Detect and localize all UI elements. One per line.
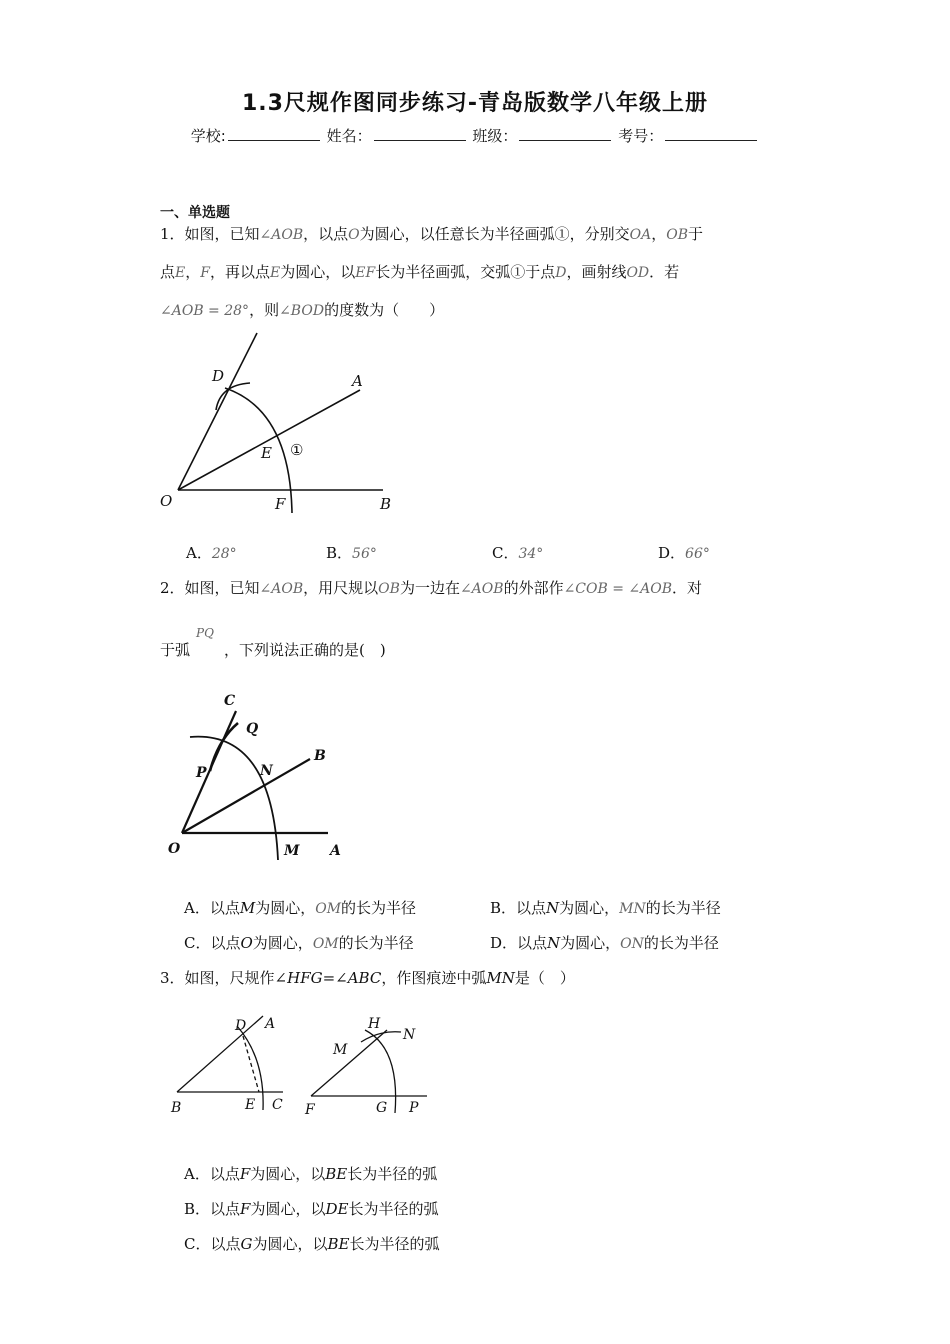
label-m: M (284, 843, 300, 859)
option-text: 的长为半径 (341, 899, 417, 917)
q1-math: ∠AOB (259, 227, 304, 243)
q2-text: 2．如图，已知 (160, 579, 260, 597)
option-seg: BE (325, 1165, 348, 1183)
q2-math: ∠COB = ∠AOB (563, 581, 673, 597)
label-n: N (260, 763, 273, 779)
option-label: A．以点 (184, 1165, 240, 1183)
option-label: D．以点 (490, 934, 548, 952)
label-g: G (376, 1100, 388, 1116)
q3-option-b[interactable] (184, 1198, 438, 1219)
option-label: C．以点 (184, 934, 241, 952)
q1-line-2 (160, 262, 679, 283)
q2-math: OB (378, 581, 400, 597)
q1-math: OD (626, 265, 650, 281)
q2-option-d[interactable] (490, 932, 719, 953)
option-text: 为圆心，以 (250, 1200, 326, 1218)
option-seg: BE (327, 1235, 350, 1253)
q2-arc-label: PQ (196, 626, 214, 640)
q1-text: ，再以点 (209, 263, 270, 281)
option-point: F (240, 1200, 251, 1218)
q1-math: D (555, 265, 567, 281)
exam-no-blank (665, 126, 757, 141)
q1-line-1 (160, 224, 703, 245)
q1-math: F (200, 265, 210, 281)
label-arc-1: ① (290, 441, 304, 459)
option-point: O (240, 934, 253, 952)
option-value: 28° (211, 546, 237, 562)
option-label: B． (326, 544, 353, 562)
option-text: 为圆心，以 (252, 1235, 328, 1253)
option-point: G (240, 1235, 253, 1253)
q2-math: ∠AOB (459, 581, 504, 597)
q1-text: 的度数为（ ） (324, 301, 445, 319)
school-blank (228, 126, 320, 141)
exam-no-label: 考号： (618, 127, 664, 145)
q1-option-d[interactable] (658, 542, 710, 563)
q1-text: 为圆心，以任意长为半径画弧①，分别交 (359, 225, 630, 243)
option-label: B．以点 (184, 1200, 241, 1218)
label-a: A (352, 372, 363, 390)
q2-line-2 (160, 640, 386, 660)
q3-line-1 (160, 968, 575, 988)
q1-text: 长为半径画弧，交弧①于点 (375, 263, 556, 281)
option-text: 为圆心，以 (250, 1165, 326, 1183)
q1-figure (150, 325, 410, 525)
ray-oa (178, 390, 360, 490)
q1-math: OB (666, 227, 689, 243)
label-d: D (235, 1018, 247, 1034)
q1-text: ， (651, 225, 667, 243)
q1-option-b[interactable] (326, 542, 377, 563)
option-seg: OM (312, 936, 339, 952)
section-title: 一、单选题 (160, 205, 230, 221)
student-info-line (0, 125, 950, 146)
label-o: O (168, 841, 181, 857)
label-m: M (333, 1042, 348, 1058)
label-a: A (265, 1016, 276, 1032)
q1-text: ，画射线 (566, 263, 627, 281)
option-label: C．以点 (184, 1235, 241, 1253)
class-blank (519, 126, 611, 141)
school-label: 学校: (190, 127, 226, 145)
option-text: 长为半径的弧 (348, 1200, 439, 1218)
option-text: 的长为半径 (338, 934, 414, 952)
q1-math: EF (355, 265, 376, 281)
option-seg: MN (619, 901, 646, 917)
option-text: 长为半径的弧 (347, 1165, 438, 1183)
label-d: D (212, 367, 225, 385)
option-text: 长为半径的弧 (349, 1235, 440, 1253)
ray-od (178, 333, 257, 490)
option-text: 的长为半径 (645, 899, 721, 917)
q1-text: ，则 (249, 301, 280, 319)
q1-math: E (270, 265, 281, 281)
option-label: B．以点 (490, 899, 547, 917)
q2-option-a[interactable] (184, 897, 416, 918)
name-blank (374, 126, 466, 141)
option-value: 66° (685, 546, 710, 562)
option-text: 为圆心， (560, 934, 621, 952)
option-label: A． (186, 544, 212, 562)
q3-text: 是（ ） (514, 969, 575, 987)
label-c: C (272, 1097, 283, 1113)
q1-text: 为圆心，以 (280, 263, 356, 281)
option-text: 为圆心， (255, 899, 316, 917)
label-f: F (305, 1102, 315, 1118)
q3-math: ∠HFG=∠ABC (274, 969, 382, 987)
label-c: C (224, 693, 236, 709)
q3-option-c[interactable] (184, 1233, 439, 1254)
q2-line-1 (160, 578, 702, 599)
option-seg: DE (325, 1200, 349, 1218)
q1-text: ．若 (649, 263, 680, 281)
arc-mn (361, 1032, 401, 1042)
option-label: D． (658, 544, 686, 562)
label-b: B (171, 1100, 182, 1116)
page-title: 1.3尺规作图同步练习-青岛版数学八年级上册 (241, 91, 709, 116)
label-f: F (275, 495, 286, 513)
option-value: 56° (352, 546, 377, 562)
q3-text: ，作图痕迹中弧 (381, 969, 487, 987)
label-p: P (409, 1100, 419, 1116)
option-seg: ON (620, 936, 644, 952)
q2-option-c[interactable] (184, 932, 414, 953)
q1-math: OA (629, 227, 652, 243)
arc-mn (190, 737, 278, 860)
option-text: 的长为半径 (643, 934, 719, 952)
q1-math: E (175, 265, 186, 281)
option-point: M (239, 899, 256, 917)
label-b: B (380, 495, 392, 513)
option-point: N (546, 899, 560, 917)
label-p: P (196, 765, 207, 781)
option-point: N (547, 934, 561, 952)
label-n: N (403, 1027, 416, 1043)
q2-figure (160, 685, 360, 865)
q3-option-a[interactable] (184, 1163, 437, 1184)
q2-math: ∠AOB (259, 581, 304, 597)
q1-text: 于 (688, 225, 704, 243)
option-point: F (239, 1165, 251, 1183)
name-label: 姓名： (326, 127, 372, 145)
q1-text: 1．如图，已知 (160, 225, 260, 243)
label-b: B (314, 748, 326, 764)
seg-ba (177, 1016, 263, 1092)
q1-text: ，以点 (303, 225, 349, 243)
option-label: C． (492, 544, 519, 562)
option-text: 为圆心， (252, 934, 313, 952)
q1-text: 点 (160, 263, 176, 281)
label-o: O (160, 492, 173, 510)
seg-fh (311, 1030, 387, 1096)
label-a: A (330, 843, 341, 859)
class-label: 班级： (472, 127, 518, 145)
q1-math: O (348, 227, 360, 243)
q3-text: 3．如图，尺规作 (160, 969, 275, 987)
dashed-de (243, 1036, 259, 1092)
q1-math: ∠AOB = 28° (160, 303, 250, 319)
q3-figure (165, 1008, 455, 1120)
q1-option-a[interactable] (186, 542, 237, 563)
q2-text: 于弧 (160, 641, 191, 659)
q2-text: 为一边在 (399, 579, 460, 597)
label-q: Q (246, 721, 259, 737)
option-value: 34° (518, 546, 544, 562)
q2-text: ，用尺规以 (303, 579, 379, 597)
option-text: 为圆心， (559, 899, 620, 917)
q1-line-3 (160, 300, 444, 321)
label-e: E (245, 1097, 256, 1113)
q2-text: ．对 (672, 579, 703, 597)
q2-text: ，下列说法正确的是( ) (224, 641, 386, 659)
q1-text: ， (185, 263, 201, 281)
q1-math: ∠BOD (279, 303, 325, 319)
ray-oc (182, 711, 236, 833)
option-label: A．以点 (184, 899, 240, 917)
q2-text: 的外部作 (503, 579, 564, 597)
label-e: E (261, 444, 272, 462)
q1-option-c[interactable] (492, 542, 543, 563)
option-seg: OM (315, 901, 342, 917)
label-h: H (368, 1016, 381, 1032)
q3-math: MN (486, 969, 515, 987)
q2-option-b[interactable] (490, 897, 721, 918)
